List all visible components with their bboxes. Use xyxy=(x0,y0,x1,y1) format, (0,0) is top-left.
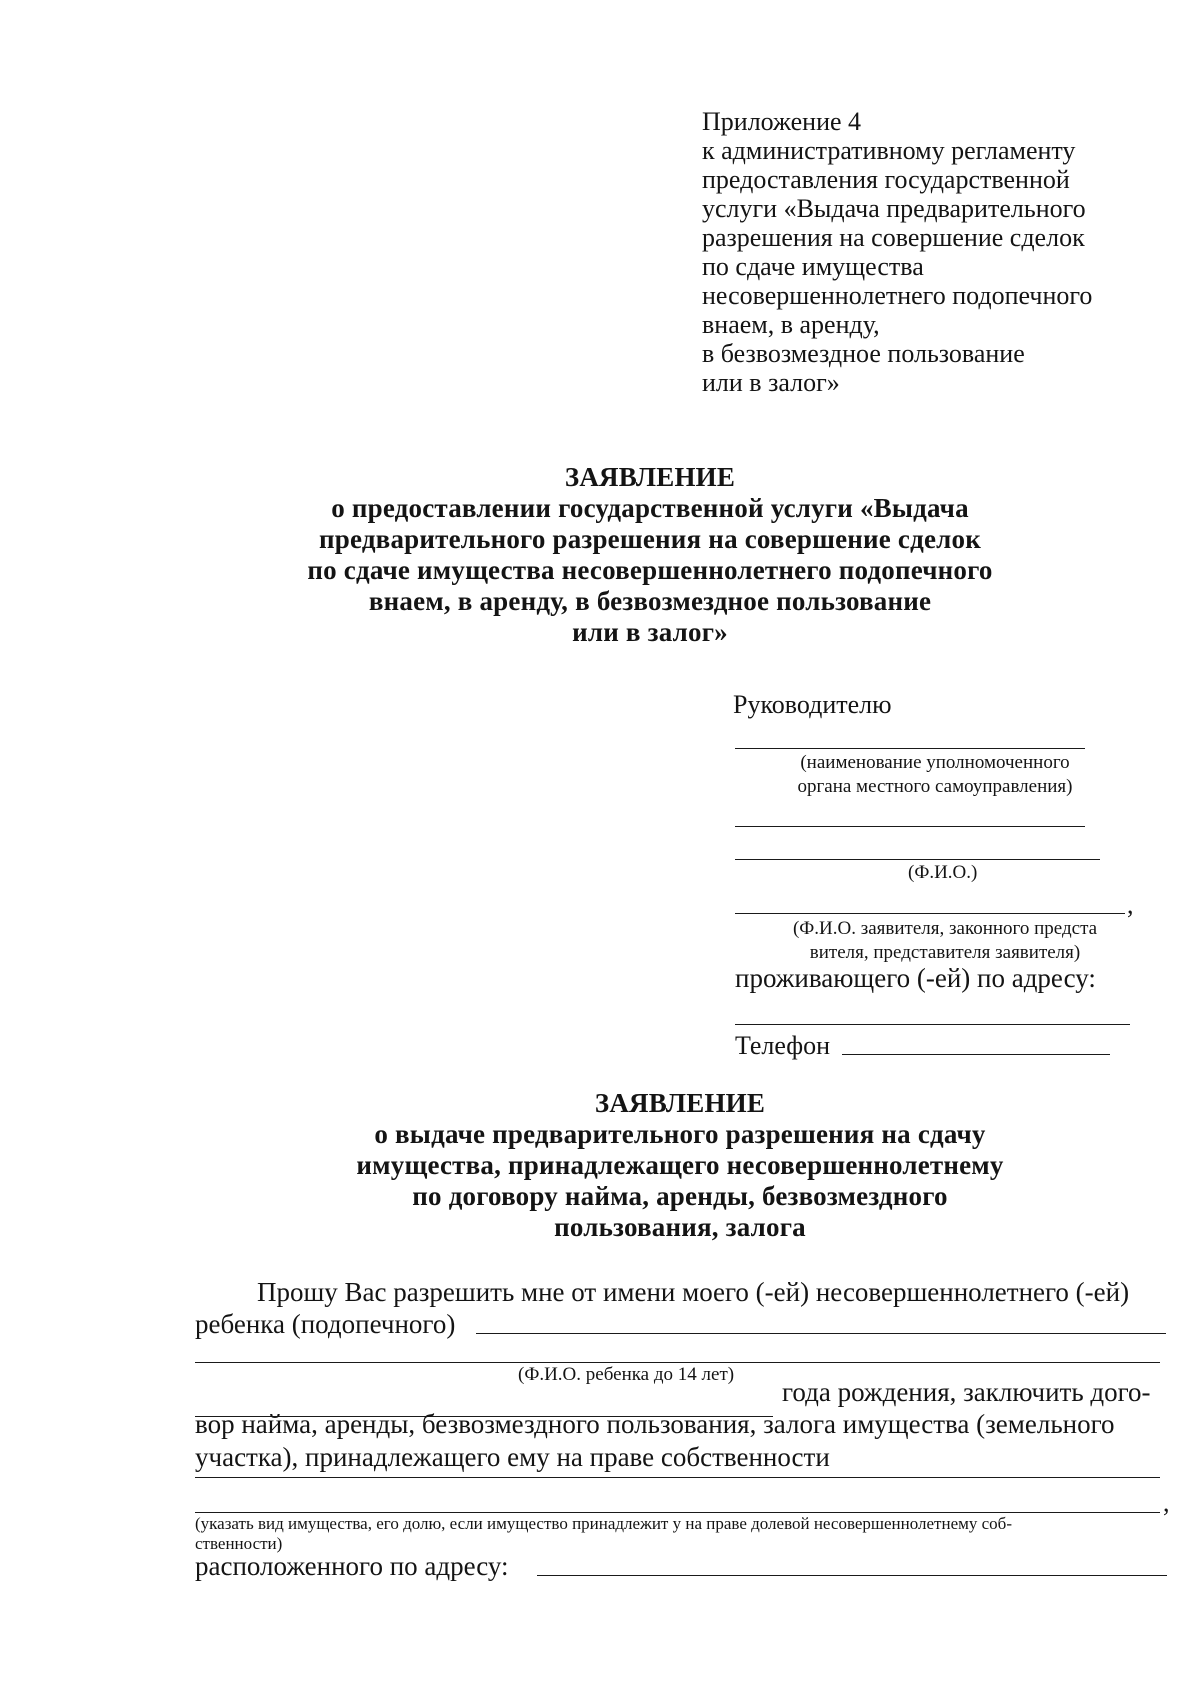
body-line-5: участка), принадлежащего ему на праве собственности xyxy=(195,1442,830,1472)
body-line-2: ребенка (подопечного) xyxy=(195,1309,456,1339)
addressee-label: Руководителю xyxy=(733,690,892,719)
heading-1 xyxy=(50,462,1200,648)
heading-1-line: или в залог» xyxy=(572,617,728,647)
applicant-comma: , xyxy=(1127,890,1134,919)
appendix-line: несовершеннолетнего подопечного xyxy=(702,281,1093,310)
appendix-line: Приложение 4 xyxy=(702,107,862,136)
property-line-1[interactable] xyxy=(195,1477,1160,1478)
heading-1-line: по сдаче имущества несовершеннолетнего подопечного xyxy=(307,555,993,585)
property-caption-line-2: ственности) xyxy=(195,1534,283,1553)
phone-label: Телефон xyxy=(735,1031,831,1060)
applicant-caption-line-1: (Ф.И.О. заявителя, законного предста xyxy=(792,918,1098,939)
heading-2-line: о выдаче предварительного разрешения на сдачу xyxy=(374,1119,986,1149)
property-caption xyxy=(195,1514,1012,1554)
appendix-line: разрешения на совершение сделок xyxy=(702,223,1085,252)
body-line-1: Прошу Вас разрешить мне от имени моего (-ей) несовершеннолетнего (-ей) xyxy=(257,1277,1130,1307)
appendix-line: предоставления государственной xyxy=(702,165,1070,194)
org-caption xyxy=(760,751,1110,799)
appendix-line: в безвозмездное пользование xyxy=(702,339,1025,368)
child-name-line[interactable] xyxy=(476,1333,1166,1334)
birth-year-text: года рождения, заключить дого- xyxy=(782,1377,1151,1407)
property-comma: , xyxy=(1163,1488,1170,1517)
org-caption-line-2: органа местного самоуправления) xyxy=(797,776,1073,797)
org-caption-line-1: (наименование уполномоченного xyxy=(800,752,1070,773)
heading-1-line: о предоставлении государственной услуги «Выдача xyxy=(331,493,969,523)
applicant-caption xyxy=(770,917,1120,965)
appendix-line: по сдаче имущества xyxy=(702,252,924,281)
heading-2-line: по договору найма, аренды, безвозмездного xyxy=(412,1181,948,1211)
appendix-line: или в залог» xyxy=(702,368,840,397)
location-label: расположенного по адресу: xyxy=(195,1551,509,1581)
fio-caption: (Ф.И.О.) xyxy=(908,862,978,883)
heading-2-line: пользования, залога xyxy=(554,1212,806,1242)
heading-1-line: предварительного разрешения на совершение сделок xyxy=(319,524,981,554)
heading-1-title: ЗАЯВЛЕНИЕ xyxy=(564,462,736,492)
child-caption: (Ф.И.О. ребенка до 14 лет) xyxy=(518,1364,735,1385)
heading-2 xyxy=(80,1088,1200,1243)
address-line[interactable] xyxy=(735,1024,1130,1025)
heading-1-line: внаем, в аренду, в безвозмездное пользование xyxy=(368,586,932,616)
org-name-line[interactable] xyxy=(735,748,1085,749)
appendix-line: внаем, в аренду, xyxy=(702,310,880,339)
residing-label: проживающего (-ей) по адресу: xyxy=(735,963,1096,993)
location-line[interactable] xyxy=(537,1575,1167,1576)
heading-2-title: ЗАЯВЛЕНИЕ xyxy=(594,1088,766,1118)
appendix-block xyxy=(702,107,1092,397)
org-name-line-2[interactable] xyxy=(735,826,1085,827)
appendix-line: услуги «Выдача предварительного xyxy=(702,194,1086,223)
appendix-line: к административному регламенту xyxy=(702,136,1076,165)
heading-2-line: имущества, принадлежащего несовершеннолетнему xyxy=(356,1150,1004,1180)
fio-line[interactable] xyxy=(735,859,1100,860)
property-line-2[interactable] xyxy=(195,1512,1160,1513)
property-caption-line-1: (указать вид имущества, его долю, если имущество принадлежит у на праве долевой несовершеннолетнему соб- xyxy=(195,1514,1012,1533)
body-line-4: вор найма, аренды, безвозмездного пользования, залога имущества (земельного xyxy=(195,1409,1115,1439)
applicant-line[interactable] xyxy=(735,913,1125,914)
phone-line[interactable] xyxy=(842,1054,1110,1055)
applicant-caption-line-2: вителя, представителя заявителя) xyxy=(809,942,1081,963)
